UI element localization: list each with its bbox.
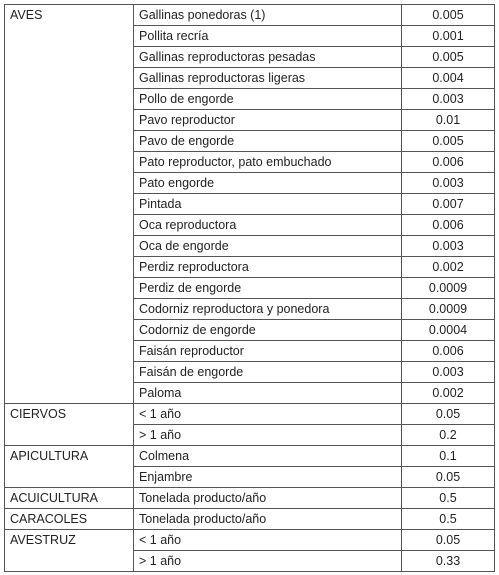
table-row: [5, 530, 495, 551]
item-cell: Codorniz de engorde: [134, 320, 402, 341]
item-cell: Pintada: [134, 194, 402, 215]
item-cell: Pollo de engorde: [134, 89, 402, 110]
item-cell: Colmena: [134, 446, 402, 467]
value-cell: 0.007: [402, 194, 495, 215]
group-label: APICULTURA: [5, 446, 134, 488]
table-row: [5, 488, 495, 509]
item-cell: Gallinas reproductoras pesadas: [134, 47, 402, 68]
item-cell: > 1 año: [134, 425, 402, 446]
value-cell: 0.005: [402, 47, 495, 68]
item-cell: Pollita recría: [134, 26, 402, 47]
value-cell: 0.005: [402, 5, 495, 26]
value-cell: 0.05: [402, 404, 495, 425]
value-cell: 0.004: [402, 68, 495, 89]
value-cell: 0.33: [402, 551, 495, 572]
item-cell: Tonelada producto/año: [134, 509, 402, 530]
item-cell: < 1 año: [134, 404, 402, 425]
value-cell: 0.05: [402, 467, 495, 488]
item-cell: Faisán de engorde: [134, 362, 402, 383]
value-cell: 0.003: [402, 89, 495, 110]
value-cell: 0.003: [402, 173, 495, 194]
value-cell: 0.006: [402, 152, 495, 173]
group-label: AVESTRUZ: [5, 530, 134, 572]
value-cell: 0.001: [402, 26, 495, 47]
livestock-table-container: [4, 4, 495, 572]
item-cell: Pavo de engorde: [134, 131, 402, 152]
item-cell: Pato reproductor, pato embuchado: [134, 152, 402, 173]
value-cell: 0.0004: [402, 320, 495, 341]
value-cell: 0.5: [402, 488, 495, 509]
table-row: [5, 5, 495, 26]
value-cell: 0.002: [402, 383, 495, 404]
item-cell: Codorniz reproductora y ponedora: [134, 299, 402, 320]
livestock-coefficient-table: [4, 4, 495, 572]
item-cell: Faisán reproductor: [134, 341, 402, 362]
group-label: ACUICULTURA: [5, 488, 134, 509]
item-cell: Tonelada producto/año: [134, 488, 402, 509]
value-cell: 0.002: [402, 257, 495, 278]
value-cell: 0.006: [402, 341, 495, 362]
item-cell: Pato engorde: [134, 173, 402, 194]
value-cell: 0.01: [402, 110, 495, 131]
value-cell: 0.05: [402, 530, 495, 551]
item-cell: Pavo reproductor: [134, 110, 402, 131]
table-body: [5, 5, 495, 572]
value-cell: 0.003: [402, 362, 495, 383]
item-cell: Oca reproductora: [134, 215, 402, 236]
table-row: [5, 404, 495, 425]
value-cell: 0.0009: [402, 299, 495, 320]
item-cell: Enjambre: [134, 467, 402, 488]
item-cell: Oca de engorde: [134, 236, 402, 257]
item-cell: Paloma: [134, 383, 402, 404]
value-cell: 0.006: [402, 215, 495, 236]
item-cell: < 1 año: [134, 530, 402, 551]
value-cell: 0.005: [402, 131, 495, 152]
item-cell: Gallinas ponedoras (1): [134, 5, 402, 26]
value-cell: 0.1: [402, 446, 495, 467]
value-cell: 0.2: [402, 425, 495, 446]
item-cell: Perdiz reproductora: [134, 257, 402, 278]
item-cell: Gallinas reproductoras ligeras: [134, 68, 402, 89]
table-row: [5, 446, 495, 467]
item-cell: > 1 año: [134, 551, 402, 572]
table-row: [5, 509, 495, 530]
value-cell: 0.5: [402, 509, 495, 530]
group-label: CARACOLES: [5, 509, 134, 530]
value-cell: 0.0009: [402, 278, 495, 299]
group-label: AVES: [5, 5, 134, 404]
value-cell: 0.003: [402, 236, 495, 257]
item-cell: Perdiz de engorde: [134, 278, 402, 299]
group-label: CIERVOS: [5, 404, 134, 446]
